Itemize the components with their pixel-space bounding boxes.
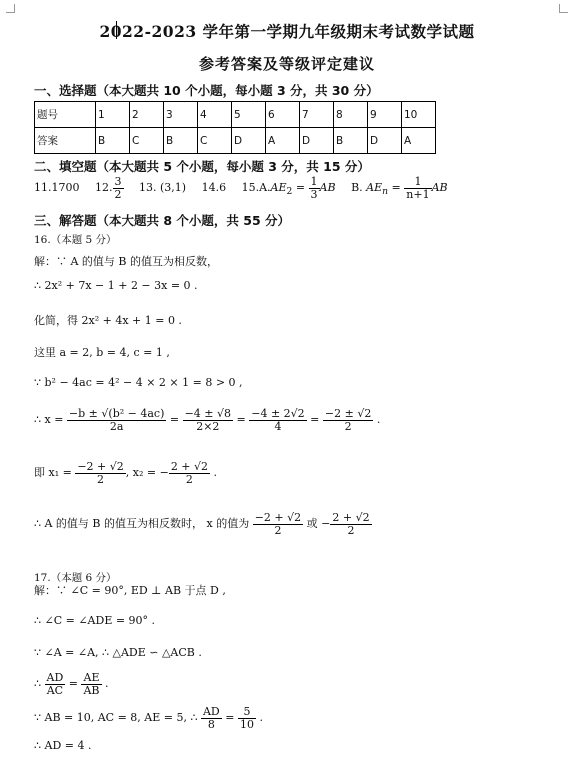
- q16-line-2: ∴ 2x² + 7x − 1 + 2 − 3x = 0 .: [34, 279, 198, 292]
- table-cell-answer: B: [334, 128, 368, 154]
- fill-answer-14: 14.6: [201, 181, 227, 195]
- fill-answer-15b-tail: AB: [431, 181, 448, 195]
- denominator: 3: [310, 187, 318, 201]
- fraction: [81, 672, 101, 696]
- numerator: 5: [238, 706, 256, 719]
- corner-mark-right: [559, 4, 568, 13]
- section-fill-heading: 二、填空题（本大题共 5 个小题，每小题 3 分，共 15 分）: [34, 159, 370, 174]
- fraction: [238, 706, 256, 730]
- numerator: 2 + √2: [170, 460, 209, 473]
- fraction: [113, 176, 124, 200]
- q17-line-2: ∴ ∠C = ∠ADE = 90° .: [34, 614, 156, 627]
- document-title: 2022-2023 学年第一学期九年级期末考试数学试题: [99, 22, 475, 41]
- table-cell-number: 9: [368, 102, 402, 128]
- table-cell-answer: B: [96, 128, 130, 154]
- table-cell-label: 答案: [35, 128, 96, 154]
- table-cell-answer: D: [368, 128, 402, 154]
- denominator: 10: [239, 717, 254, 731]
- table-cell-number: 8: [334, 102, 368, 128]
- denominator: 2: [97, 472, 105, 486]
- fill-answer-15a-sub: 2: [286, 186, 293, 198]
- q16-line-7-prefix: 即 x₁ =: [34, 466, 72, 480]
- fill-answer-15a-tail: AB: [319, 181, 336, 195]
- denominator: 2: [274, 523, 282, 537]
- table-cell-answer: A: [266, 128, 300, 154]
- denominator: 2: [114, 187, 122, 201]
- numerator: AD: [46, 671, 64, 684]
- denominator: 8: [207, 717, 215, 731]
- table-cell-answer: A: [402, 128, 436, 154]
- fraction: [253, 512, 303, 536]
- numerator: AD: [202, 705, 220, 718]
- numerator: −b ± √(b² − 4ac): [68, 407, 165, 420]
- table-cell-answer: D: [232, 128, 266, 154]
- q17-line-4: ∴ $\frac{AD}{AC}$ = $\frac{AE}{AB}$ .: [34, 671, 109, 697]
- denominator: n+1: [406, 187, 430, 201]
- fill-answer-12: [95, 176, 124, 200]
- table-cell-answer: C: [198, 128, 232, 154]
- q16-line-7-mid: , x₂ = −: [125, 466, 169, 480]
- fraction: [75, 461, 125, 485]
- q16-line-1: 解：∵ A 的值与 B 的值互为相反数，: [34, 255, 219, 268]
- numerator: 2 + √2: [332, 511, 370, 524]
- q17-line-6: ∴ AD = 4 .: [34, 739, 92, 752]
- fraction: [183, 408, 233, 432]
- numerator: 1: [310, 175, 318, 188]
- q16-line-8-prefix: ∴ A 的值与 B 的值互为相反数时， x 的值为: [34, 517, 250, 531]
- q16-line-8-mid: 或 −: [306, 517, 331, 531]
- document-subtitle: 参考答案及等级评定建议: [198, 55, 375, 73]
- numerator: 1: [404, 176, 431, 189]
- q16-line-7: 即 x₁ = $\frac{-2 + √2}{2}$ , x₂ = − $\frac{2 + √2}{2}$ .: [34, 460, 218, 486]
- table-cell-number: 1: [96, 102, 130, 128]
- numerator: −4 ± 2√2: [251, 407, 305, 420]
- q17-line-5-prefix: ∵ AB = 10, AC = 8, AE = 5, ∴: [34, 711, 198, 725]
- numerator: −2 + √2: [77, 460, 124, 473]
- fill-answer-15b-sub: n: [382, 186, 389, 198]
- table-cell-number: 10: [402, 102, 436, 128]
- fill-answer-15a-prefix: 15.A.: [241, 181, 271, 195]
- q17-line-4-prefix: ∴: [34, 677, 41, 691]
- table-cell-answer: D: [300, 128, 334, 154]
- fraction: [249, 408, 306, 432]
- fraction: [67, 408, 166, 432]
- fraction: [330, 512, 371, 536]
- denominator: 2a: [109, 419, 124, 433]
- q16-line-4: 这里 a = 2, b = 4, c = 1 ,: [34, 346, 170, 359]
- q16-line-5: ∵ b² − 4ac = 4² − 4 × 2 × 1 = 8 > 0 ,: [34, 376, 243, 389]
- fraction: [45, 672, 66, 696]
- table-cell-number: 2: [130, 102, 164, 128]
- numerator: −2 + √2: [254, 511, 302, 524]
- q16-heading: 16.（本题 5 分）: [34, 234, 117, 246]
- denominator: 4: [274, 419, 282, 433]
- table-cell-number: 5: [232, 102, 266, 128]
- table-cell-number: 3: [164, 102, 198, 128]
- table-cell-answer: B: [164, 128, 198, 154]
- numerator: 3: [114, 175, 122, 188]
- section-solve-heading: 三、解答题（本大题共 8 个小题，共 55 分）: [34, 213, 291, 228]
- fraction: [169, 461, 210, 485]
- answer-table: [34, 101, 436, 154]
- table-cell-number: 7: [300, 102, 334, 128]
- q17-line-5: ∵ AB = 10, AC = 8, AE = 5, ∴ $\frac{AD}{8}$ = $\frac{5}{10}$ .: [34, 705, 263, 731]
- fill-answer-15b-prefix: B.: [351, 181, 363, 195]
- denominator: 2: [185, 472, 193, 486]
- fill-answer-15a-lhs: AE: [270, 181, 287, 195]
- fill-answers-line: [34, 176, 460, 200]
- denominator: 2×2: [196, 419, 220, 433]
- corner-mark-left: [6, 4, 15, 13]
- numerator: AE: [81, 672, 101, 685]
- q16-line-6: ∴ x = $\frac{\text{−b ± √(b² − 4ac)}}{2a}$ = $\frac{-4 \pm √8}{2\times 2}$ = $\frac{-4 \pm 2√2}{4}$ = $\frac{-2 \pm √2}{2}$ .: [34, 407, 381, 433]
- fraction: [201, 706, 222, 730]
- fill-answer-15b: B. $AE_n$ = $\frac{1}{n+1}$ AB: [351, 175, 448, 201]
- answer-table-answer-row: [35, 128, 436, 154]
- denominator: 2: [347, 523, 355, 537]
- fraction: [309, 176, 320, 200]
- fraction: [404, 176, 431, 200]
- denominator: AC: [46, 683, 64, 697]
- fill-answer-15b-lhs: AE: [366, 181, 383, 195]
- fill-answer-11: 11.1700: [34, 181, 80, 195]
- q17-heading: 17.（本题 6 分）: [34, 572, 117, 584]
- denominator: AB: [83, 683, 100, 697]
- numerator: −4 ± √8: [184, 407, 232, 420]
- fraction: [323, 408, 373, 432]
- table-cell-label: 题号: [35, 102, 96, 128]
- numerator: −2 ± √2: [324, 407, 372, 420]
- fill-answer-15a: $15.A.AE_2$ = $\frac{1}{3}$ AB: [241, 175, 336, 201]
- answer-table-header-row: [35, 102, 436, 128]
- denominator: 2: [344, 419, 352, 433]
- q16-line-8: [34, 512, 372, 536]
- fill-answer-12-prefix: 12.: [95, 181, 113, 195]
- q16-line-6-prefix: ∴ x =: [34, 413, 64, 427]
- fill-answer-13: 13. (3,1): [139, 181, 187, 195]
- table-cell-answer: C: [130, 128, 164, 154]
- q16-line-3: 化简，得 2x² + 4x + 1 = 0 .: [34, 314, 182, 327]
- q17-line-1: 解：∵ ∠C = 90°, ED ⊥ AB 于点 D ,: [34, 584, 226, 597]
- table-cell-number: 4: [198, 102, 232, 128]
- table-cell-number: 6: [266, 102, 300, 128]
- q17-line-3: ∵ ∠A = ∠A, ∴ △ADE ∽ △ACB .: [34, 646, 202, 659]
- section-choice-heading: 一、选择题（本大题共 10 个小题，每小题 3 分，共 30 分）: [34, 83, 379, 98]
